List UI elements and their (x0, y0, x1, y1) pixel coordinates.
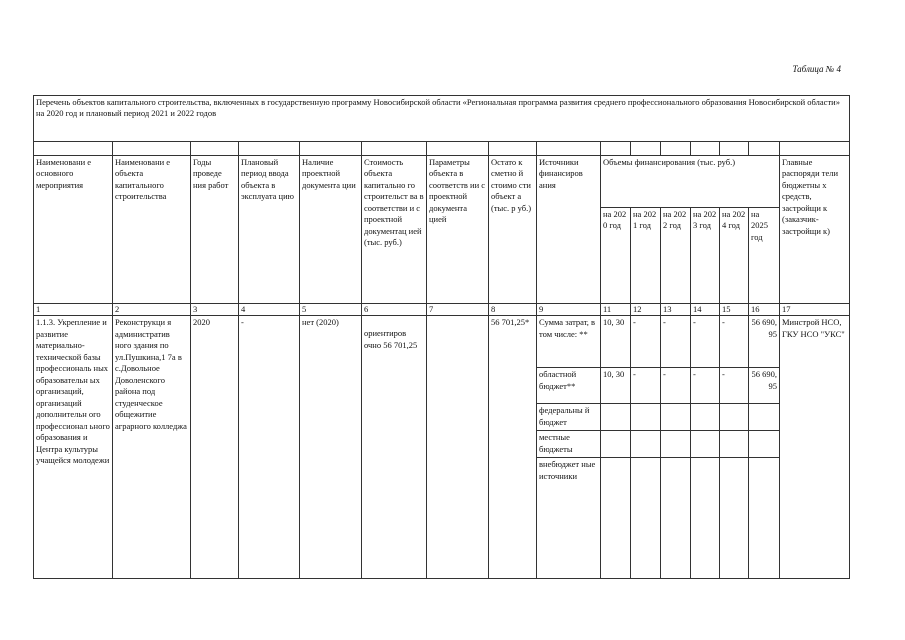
row-params (427, 316, 489, 579)
value-2023 (691, 458, 720, 579)
value-2023: - (691, 368, 720, 404)
row-responsible: Минстрой НСО, ГКУ НСО "УКС" (780, 316, 850, 579)
header-object: Наименовани е объекта капитального строительства (113, 156, 191, 304)
value-2025 (749, 431, 780, 458)
row-cost: ориентиров очно 56 701,25 (362, 316, 427, 579)
column-number: 2 (113, 304, 191, 316)
value-2024 (720, 458, 749, 579)
header-remaining: Остато к сметно й стоимо сти объект а (тыс. р уб.) (489, 156, 537, 304)
value-2021: - (631, 316, 661, 368)
value-2022 (661, 404, 691, 431)
spacer-row (34, 142, 850, 156)
row-object: Реконструкци я административ ного здания по ул.Пушкина,1 7а в с.Довольное Доволенского района под студенческое общежитие аграрного колледжа (113, 316, 191, 579)
header-year-2024: на 202 4 год (720, 208, 749, 304)
header-year-2021: на 202 1 год (631, 208, 661, 304)
header-measure: Наименовани е основного мероприятия (34, 156, 113, 304)
value-2020 (601, 431, 631, 458)
value-2022 (661, 458, 691, 579)
capital-objects-table (33, 95, 850, 579)
value-2023 (691, 431, 720, 458)
value-2021: - (631, 368, 661, 404)
header-year-2020: на 202 0 год (601, 208, 631, 304)
row-commission: - (239, 316, 300, 579)
row-design-docs: нет (2020) (300, 316, 362, 579)
value-2024 (720, 404, 749, 431)
column-number: 13 (661, 304, 691, 316)
value-2020 (601, 458, 631, 579)
value-2022: - (661, 368, 691, 404)
source-name: местные бюджеты (537, 431, 601, 458)
source-name: федеральны й бюджет (537, 404, 601, 431)
value-2024: - (720, 368, 749, 404)
value-2025 (749, 404, 780, 431)
row-remaining: 56 701,25* (489, 316, 537, 579)
source-name: Сумма затрат, в том числе: ** (537, 316, 601, 368)
value-2021 (631, 431, 661, 458)
table-row (34, 316, 850, 368)
source-name: областной бюджет** (537, 368, 601, 404)
header-commission: Плановый период ввода объекта в эксплуата цию (239, 156, 300, 304)
column-number: 7 (427, 304, 489, 316)
value-2021 (631, 404, 661, 431)
value-2020 (601, 404, 631, 431)
table-label: Таблица № 4 (792, 64, 841, 74)
value-2025: 56 690, 95 (749, 368, 780, 404)
column-number: 4 (239, 304, 300, 316)
row-years: 2020 (191, 316, 239, 579)
source-name: внебюджет ные источники (537, 458, 601, 579)
value-2021 (631, 458, 661, 579)
column-number: 8 (489, 304, 537, 316)
header-sources: Источники финансиров ания (537, 156, 601, 304)
column-number: 6 (362, 304, 427, 316)
column-number: 14 (691, 304, 720, 316)
header-design-docs: Наличие проектной документа ции (300, 156, 362, 304)
header-responsible: Главные распоряди тели бюджетны х средств, застройщи к (заказчик-застройщи к) (780, 156, 850, 304)
column-number: 12 (631, 304, 661, 316)
header-year-2022: на 202 2 год (661, 208, 691, 304)
header-year-2023: на 202 3 год (691, 208, 720, 304)
header-cost: Стоимость объекта капитально го строительст ва в соответстви и с проектной документац ией (тыс. руб.) (362, 156, 427, 304)
value-2025: 56 690, 95 (749, 316, 780, 368)
value-2022 (661, 431, 691, 458)
value-2025 (749, 458, 780, 579)
header-params: Параметры объекта в соответств ии с проектной документа цией (427, 156, 489, 304)
column-number: 16 (749, 304, 780, 316)
value-2022: - (661, 316, 691, 368)
value-2024 (720, 431, 749, 458)
column-number: 9 (537, 304, 601, 316)
row-measure: 1.1.3. Укрепление и развитие материально-технической базы профессиональ ных образовательн ых организаций, организаций дополнительн ого профессионал ьного образования и Центра культуры учащейся молодежи (34, 316, 113, 579)
column-number: 5 (300, 304, 362, 316)
column-numbers-row (34, 304, 850, 316)
header-years: Годы проведе ния работ (191, 156, 239, 304)
column-number: 17 (780, 304, 850, 316)
column-number: 11 (601, 304, 631, 316)
table-caption: Перечень объектов капитального строительства, включенных в государственную программу Новосибирской области «Региональная программа развития среднего профессионального образования Новосибирской области» на 2020 год и плановый период 2021 и 2022 годов (34, 96, 850, 142)
header-funding: Объемы финансирования (тыс. руб.) (601, 156, 780, 208)
value-2020: 10, 30 (601, 316, 631, 368)
value-2023: - (691, 316, 720, 368)
value-2023 (691, 404, 720, 431)
column-number: 15 (720, 304, 749, 316)
header-year-2025: на 2025 год (749, 208, 780, 304)
column-number: 1 (34, 304, 113, 316)
value-2020: 10, 30 (601, 368, 631, 404)
value-2024: - (720, 316, 749, 368)
column-number: 3 (191, 304, 239, 316)
